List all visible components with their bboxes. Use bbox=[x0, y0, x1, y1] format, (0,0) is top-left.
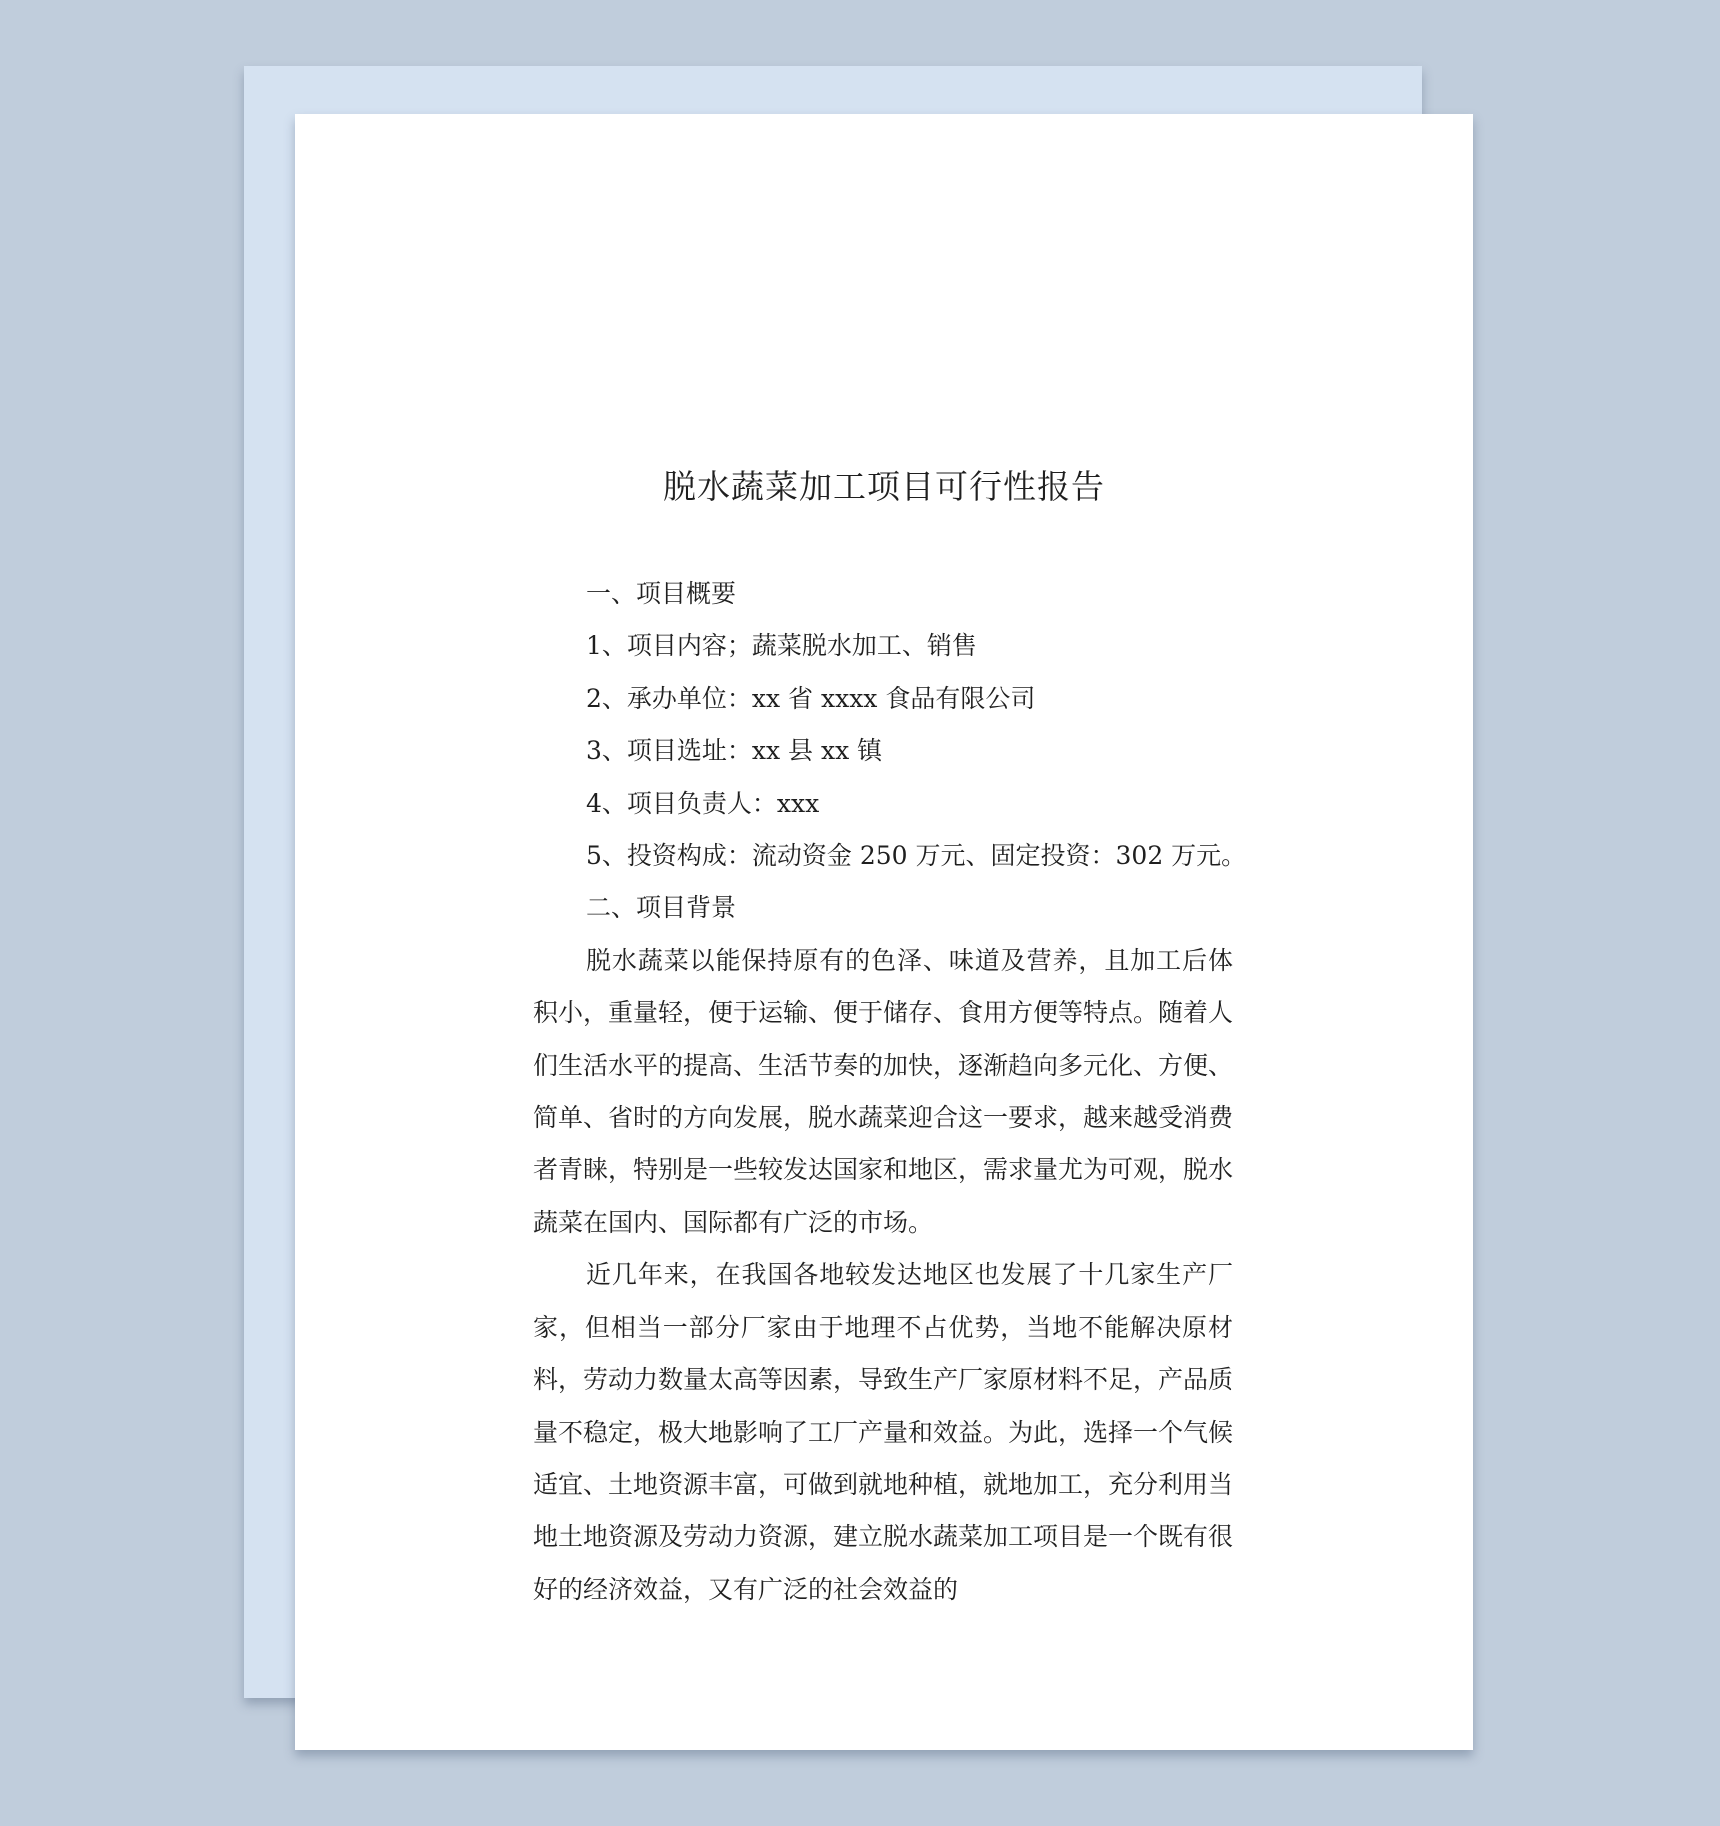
list-item: 3、项目选址：xx 县 xx 镇 bbox=[586, 736, 883, 766]
document-body bbox=[533, 568, 1247, 1616]
list-item: 1、项目内容；蔬菜脱水加工、销售 bbox=[586, 631, 977, 661]
document-page bbox=[295, 114, 1473, 1750]
section-heading-overview: 一、项目概要 bbox=[586, 579, 737, 608]
list-item: 2、承办单位：xx 省 xxxx 食品有限公司 bbox=[586, 683, 1036, 713]
document-title: 脱水蔬菜加工项目可行性报告 bbox=[663, 467, 1105, 506]
list-item: 4、项目负责人：xxx bbox=[586, 788, 820, 818]
list-item: 5、投资构成：流动资金 250 万元、固定投资：302 万元。 bbox=[586, 841, 1247, 871]
section-heading-background: 二、项目背景 bbox=[586, 893, 737, 923]
body-paragraph: 近几年来，在我国各地较发达地区也发展了十几家生产厂家，但相当一部分厂家由于地理不占优势，当地不能解决原材料，劳动力数量太高等因素，导致生产厂家原材料不足，产品质量不稳定，极大地影响了工厂产量和效益。为此，选择一个气候适宜、土地资源丰富，可做到就地种植，就地加工，充分利用当地土地资源及劳动力资源，建立脱水蔬菜加工项目是一个既有很好的经济效益，又有广泛的社会效益的 bbox=[533, 1260, 1234, 1604]
body-paragraph: 脱水蔬菜以能保持原有的色泽、味道及营养，且加工后体积小，重量轻，便于运输、便于储存、食用方便等特点。随着人们生活水平的提高、生活节奏的加快，逐渐趋向多元化、方便、简单、省时的方向发展，脱水蔬菜迎合这一要求，越来越受消费者青睐，特别是一些较发达国家和地区，需求量尤为可观，脱水蔬菜在国内、国际都有广泛的市场。 bbox=[533, 945, 1234, 1237]
